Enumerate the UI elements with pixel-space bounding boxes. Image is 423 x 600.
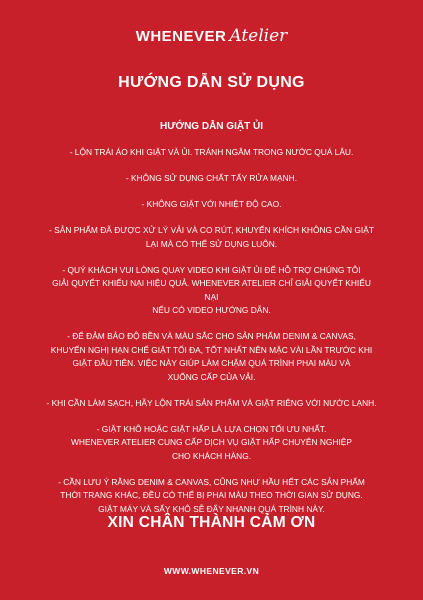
section-subtitle: HƯỚNG DẪN GIẶT ỦI	[160, 121, 263, 132]
instruction-paragraph: - SẢN PHẨM ĐÃ ĐƯỢC XỬ LÝ VẢI VÀ CO RÚT, KHUYẾN KHÍCH KHÔNG CẦN GIẶT LẠI MÀ CÓ THỂ SỬ DỤNG LUÔN.	[49, 225, 374, 249]
instruction-paragraph: - CẦN LƯU Ý RẰNG DENIM & CANVAS, CŨNG NHƯ HẦU HẾT CÁC SẢN PHẨM THỜI TRANG KHÁC, ĐỀU CÓ THỂ BỊ PHAI MÀU THEO THỜI GIAN SỬ DỤNG. GIẶT MÁY VÀ SẤY KHÔ SẼ ĐẨY NHANH QUÁ TRÌNH NÀY.	[58, 476, 365, 514]
website-link[interactable]: WWW.WHENEVER.VN	[163, 566, 260, 576]
instruction-paragraph: - GIẶT KHÔ HOẶC GIẶT HẤP LÀ LỰA CHỌN TỐI ƯU NHẤT. WHENEVER ATELIER CUNG CẤP DỊCH VỤ GIẶT HẤP CHUYÊN NGHIỆP CHO KHÁCH HÀNG.	[71, 423, 352, 461]
instruction-paragraph: - LỘN TRÁI ÁO KHI GIẶT VÀ ỦI. TRÁNH NGÂM TRONG NƯỚC QUÁ LÂU.	[69, 147, 354, 157]
brand-name-script: Atelier	[229, 26, 288, 46]
thank-you-heading: XIN CHÂN THÀNH CẢM ƠN	[107, 514, 316, 531]
page-title: HƯỚNG DẪN SỬ DỤNG	[118, 74, 305, 91]
brand-name-bold: WHENEVER	[135, 28, 227, 45]
instruction-paragraph: - KHI CẦN LÀM SẠCH, HÃY LỘN TRÁI SẢN PHẨM VÀ GIẶT RIÊNG VỚI NƯỚC LẠNH.	[46, 397, 377, 408]
instructions-list	[44, 146, 379, 529]
instruction-paragraph: - KHÔNG GIẶT VỚI NHIỆT ĐỘ CAO.	[141, 199, 282, 209]
instruction-paragraph: - ĐỂ ĐẢM BẢO ĐỘ BỀN VÀ MÀU SẮC CHO SẢN PHẨM DENIM & CANVAS, KHUYẾN NGHỊ HẠN CHẾ GIẶT TỐI ĐA, TỐT NHẤT NÊN MẶC VÀI LẦN TRƯỚC KHI GIẶT ĐẦU TIÊN. VIỆC NÀY GIÚP LÀM CHẬM QUÁ TRÌNH PHAI MÀU VÀ XUỐNG CẤP CỦA VẢI.	[50, 331, 373, 382]
brand-logo	[0, 26, 423, 46]
instruction-paragraph: - KHÔNG SỬ DỤNG CHẤT TẨY RỬA MẠNH.	[125, 173, 298, 183]
instruction-paragraph: - QUÝ KHÁCH VUI LÒNG QUAY VIDEO KHI GIẶT ỦI ĐỂ HỖ TRỢ CHÚNG TÔI GIẢI QUYẾT KHIẾU NẠI HIỆU QUẢ. WHENEVER ATELIER CHỈ GIẢI QUYẾT KHIẾU NẠI NẾU CÓ VIDEO HƯỚNG DẪN.	[52, 264, 371, 315]
